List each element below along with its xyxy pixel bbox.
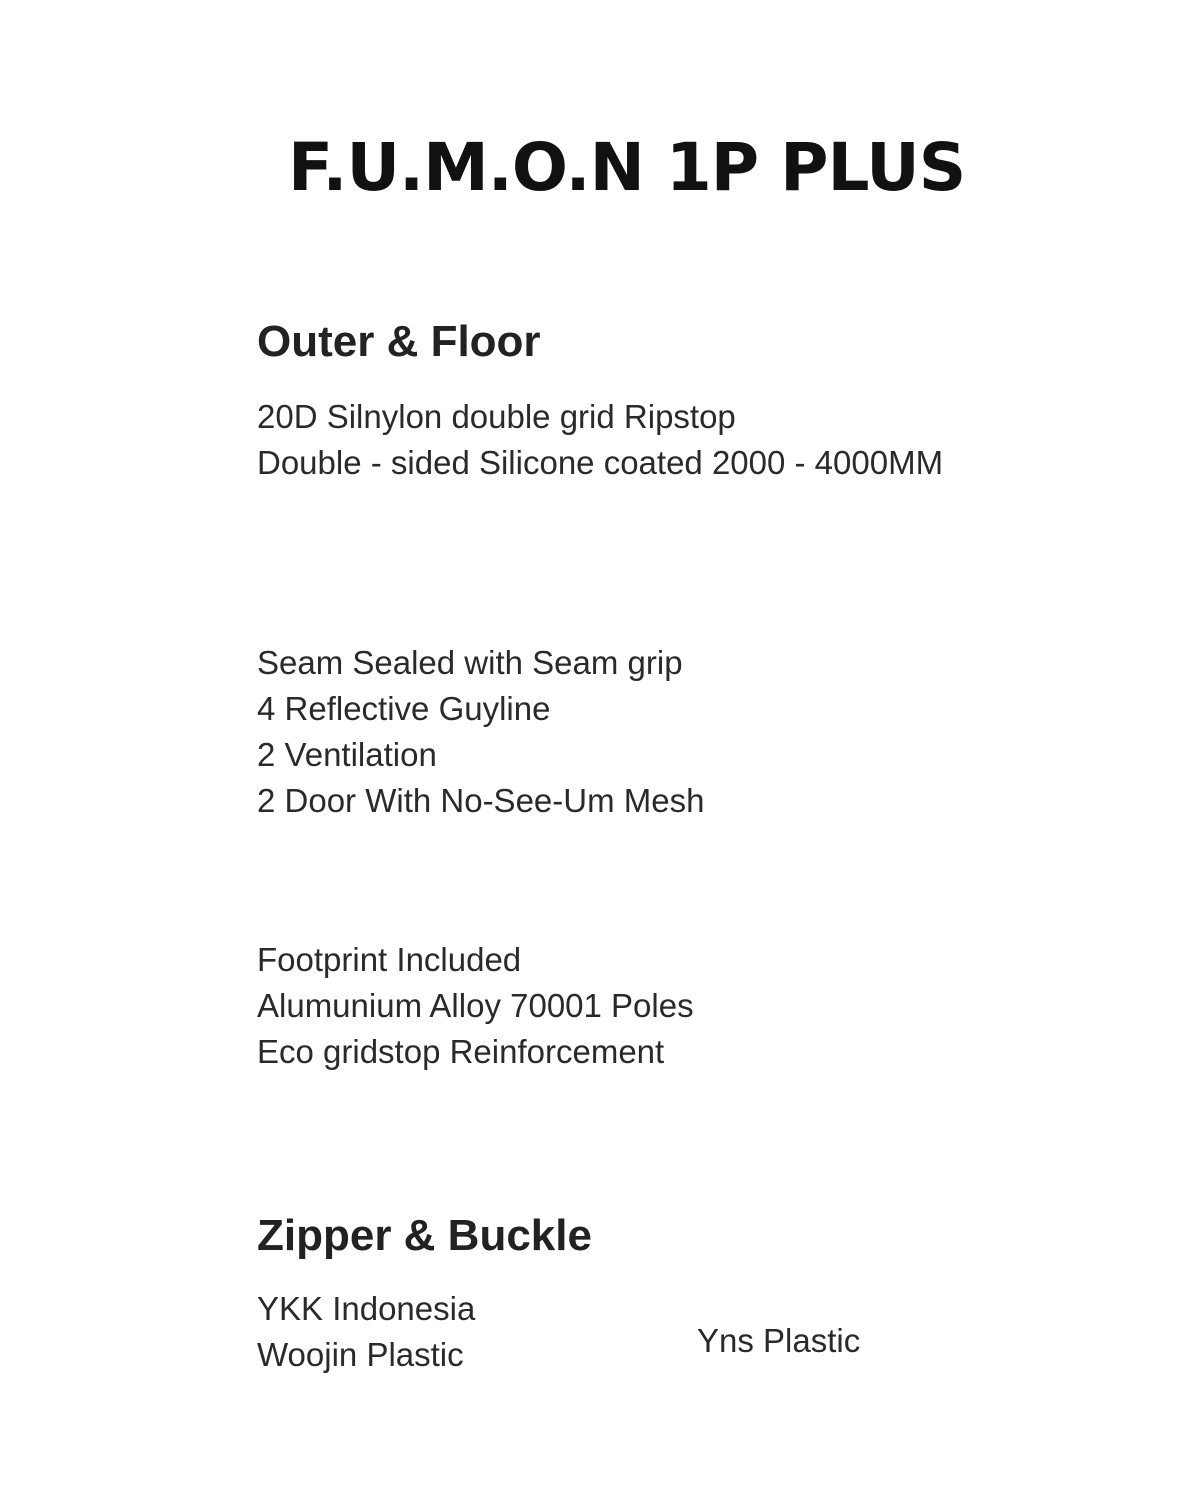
spec-line: Eco gridstop Reinforcement — [257, 1033, 665, 1070]
section-heading-outer-floor: Outer & Floor — [257, 317, 541, 366]
product-title: F.U.M.O.N 1P PLUS — [288, 129, 966, 206]
spec-line: 4 Reflective Guyline — [257, 690, 551, 727]
spec-group-zipper-left — [257, 1286, 475, 1378]
spec-group-accessories — [257, 937, 694, 1075]
spec-line: 20D Silnylon double grid Ripstop — [257, 398, 736, 435]
spec-line: Double - sided Silicone coated 2000 - 4000MM — [257, 444, 944, 481]
spec-line: Woojin Plastic — [257, 1336, 464, 1373]
spec-group-materials — [257, 394, 943, 486]
spec-line: YKK Indonesia — [257, 1290, 476, 1327]
section-heading-zipper-buckle: Zipper & Buckle — [257, 1211, 592, 1260]
spec-line-zipper-right: Yns Plastic — [697, 1322, 861, 1359]
spec-line: 2 Ventilation — [257, 736, 437, 773]
spec-group-features — [257, 640, 704, 824]
spec-line: 2 Door With No-See-Um Mesh — [257, 782, 705, 819]
spec-line: Footprint Included — [257, 941, 522, 978]
spec-line: Alumunium Alloy 70001 Poles — [257, 987, 694, 1024]
spec-line: Seam Sealed with Seam grip — [257, 644, 683, 681]
